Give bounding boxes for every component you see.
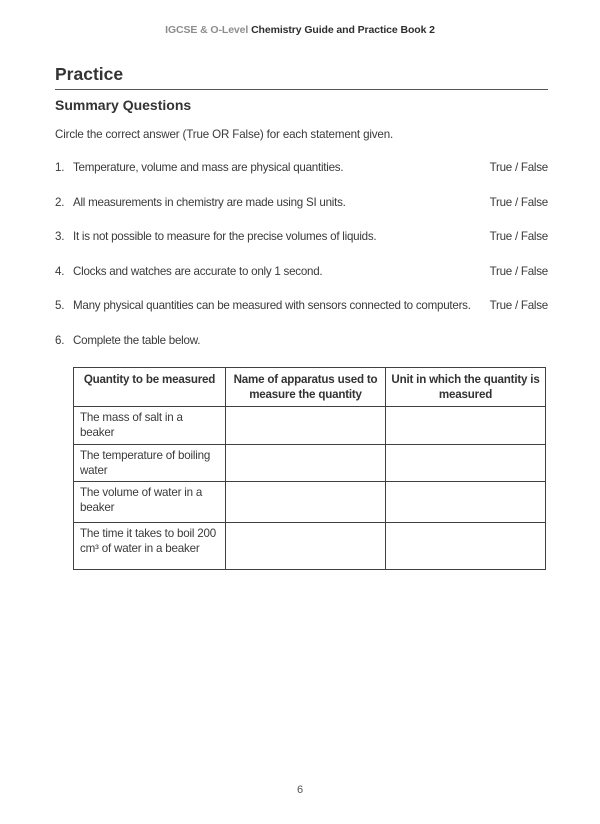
table-row-time: [74, 523, 546, 570]
page-content: [55, 64, 548, 570]
unit-answer-cell[interactable]: [386, 407, 546, 445]
question-number: 1.: [55, 161, 65, 174]
question-row-5: [55, 298, 548, 313]
table-header-apparatus: Name of apparatus used to measure the quantity: [226, 368, 386, 407]
question-row-3: [55, 229, 548, 244]
table-header-quantity: Quantity to be measured: [74, 368, 226, 407]
true-false-options[interactable]: True / False: [489, 299, 548, 312]
quantity-cell: The mass of salt in a beaker: [74, 407, 226, 445]
apparatus-table: [73, 367, 546, 570]
question-row-2: [55, 195, 548, 210]
quantity-cell: The volume of water in a beaker: [74, 482, 226, 523]
question-number: 3.: [55, 230, 65, 243]
table-container: [73, 367, 548, 570]
question-row-4: [55, 264, 548, 279]
table-row-volume: [74, 482, 546, 523]
unit-answer-cell[interactable]: [386, 523, 546, 570]
section-title: Practice: [55, 64, 548, 90]
apparatus-answer-cell[interactable]: [226, 407, 386, 445]
quantity-cell: The temperature of boiling water: [74, 445, 226, 482]
apparatus-answer-cell[interactable]: [226, 523, 386, 570]
apparatus-answer-cell[interactable]: [226, 482, 386, 523]
question-text: All measurements in chemistry are made using SI units.: [73, 195, 346, 209]
question-text: Clocks and watches are accurate to only 1 second.: [73, 264, 323, 278]
table-row-temperature: [74, 445, 546, 482]
table-header-unit: Unit in which the quantity is measured: [386, 368, 546, 407]
question-number: 6.: [55, 333, 65, 347]
apparatus-answer-cell[interactable]: [226, 445, 386, 482]
instruction-text: Circle the correct answer (True OR False) for each statement given.: [55, 128, 394, 141]
unit-answer-cell[interactable]: [386, 445, 546, 482]
header-series-label: IGCSE & O-Level: [165, 24, 249, 36]
question-text: Temperature, volume and mass are physical quantities.: [73, 161, 344, 174]
question-number: 4.: [55, 264, 65, 278]
page-number: 6: [296, 784, 304, 796]
question-text: It is not possible to measure for the precise volumes of liquids.: [73, 230, 377, 243]
true-false-options[interactable]: True / False: [489, 230, 548, 243]
question-row-1: [55, 160, 548, 175]
question-text: Many physical quantities can be measured with sensors connected to computers.: [73, 299, 471, 312]
true-false-options[interactable]: True / False: [489, 161, 548, 174]
true-false-options[interactable]: True / False: [489, 195, 548, 209]
question-text: Complete the table below.: [73, 333, 201, 347]
table-row-mass: [74, 407, 546, 445]
question-number: 2.: [55, 195, 65, 209]
running-header: [0, 24, 600, 36]
true-false-options[interactable]: True / False: [489, 264, 548, 278]
subsection-title: Summary Questions: [55, 97, 192, 113]
unit-answer-cell[interactable]: [386, 482, 546, 523]
quantity-cell: The time it takes to boil 200 cm³ of water in a beaker: [74, 523, 226, 570]
question-number: 5.: [55, 299, 65, 312]
table-header-row: [74, 368, 546, 407]
question-row-6: [55, 333, 548, 348]
question-list: [55, 160, 548, 348]
header-book-title: Chemistry Guide and Practice Book 2: [251, 24, 435, 36]
